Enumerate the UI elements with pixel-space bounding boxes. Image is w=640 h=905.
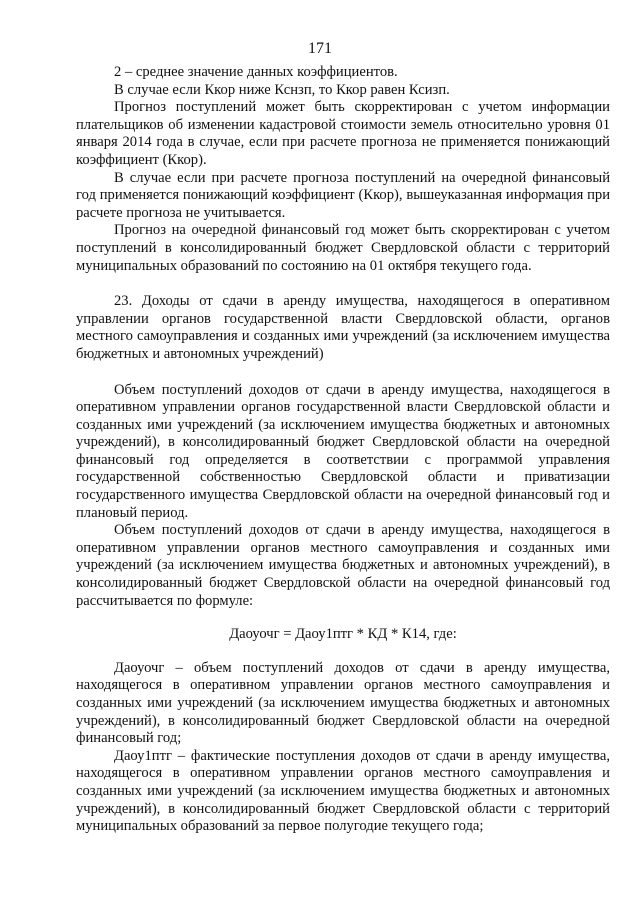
page-number: 171 bbox=[308, 40, 332, 57]
paragraph-average-note: 2 – среднее значение данных коэффициентов. bbox=[114, 64, 398, 80]
paragraph-forecast-adjust: Прогноз поступлений может быть скорректирован с учетом информации плательщиков об изменении кадастровой стоимости земель относительно уровня 01 января 2014 года в случае, если при расчете прогноза не применяется понижающий коэффициент (Ккор). bbox=[76, 99, 610, 168]
paragraph-forecast-october: Прогноз на очередной финансовый год может быть скорректирован с учетом поступлений в консолидированный бюджет Свердловской области с территорий муниципальных образований по состоянию на 01 октября текущего года. bbox=[76, 222, 610, 274]
document-body bbox=[76, 64, 610, 836]
paragraph-kkor-condition: В случае если Ккор ниже Кснзп, то Ккор равен Ксизп. bbox=[114, 81, 450, 98]
paragraph-state-property-rent: Объем поступлений доходов от сдачи в аренду имущества, находящегося в оперативном управлении органов государственной власти Свердловской области и созданных ими учреждений (за исключением имущества бюджетных и автономных учреждений), в консолидированный бюджет Свердловской области на очередной финансовый год определяется в соответствии с программой управления государственной собственностью Свердловской области и приватизации государственного имущества Свердловской области на очередной финансовый год и плановый период. bbox=[76, 381, 610, 521]
paragraph-municipal-property-rent: Объем поступлений доходов от сдачи в аренду имущества, находящегося в оперативном управлении органов местного самоуправления и созданных ими учреждений (за исключением имущества бюджетных и автономных учреждений), в консолидированный бюджет Свердловской области на очередной финансовый год рассчитывается по формуле: bbox=[76, 522, 610, 609]
section-heading-23: 23. Доходы от сдачи в аренду имущества, находящегося в оперативном управлении органов государственной власти Свердловской области, органов местного самоуправления и созданных ими учреждений (за исключением имущества бюджетных и автономных учреждений) bbox=[76, 293, 610, 362]
definition-daou1ptg: Даоу1птг – фактические поступления доходов от сдачи в аренду имущества, находящегося в оперативном управлении органов местного самоуправления и созданных ими учреждений (за исключением имущества бюджетных и автономных учреждений), в консолидированный бюджет Свердловской области с территорий муниципальных образований за первое полугодие текущего года; bbox=[76, 747, 610, 835]
paragraph-kkor-applied: В случае если при расчете прогноза поступлений на очередной финансовый год применяется понижающий коэффициент (Ккор), вышеуказанная информация при расчете прогноза не учитывается. bbox=[76, 169, 610, 221]
definition-daouochg: Даоуочг – объем поступлений доходов от сдачи в аренду имущества, находящегося в оперативном управлении органов местного самоуправления и созданных ими учреждений (за исключением имущества бюджетных и автономных учреждений), в консолидированный бюджет Свердловской области на очередной финансовый год; bbox=[76, 659, 610, 747]
formula: Даоуочг = Даоу1птг * КД * К14, где: bbox=[229, 626, 457, 643]
